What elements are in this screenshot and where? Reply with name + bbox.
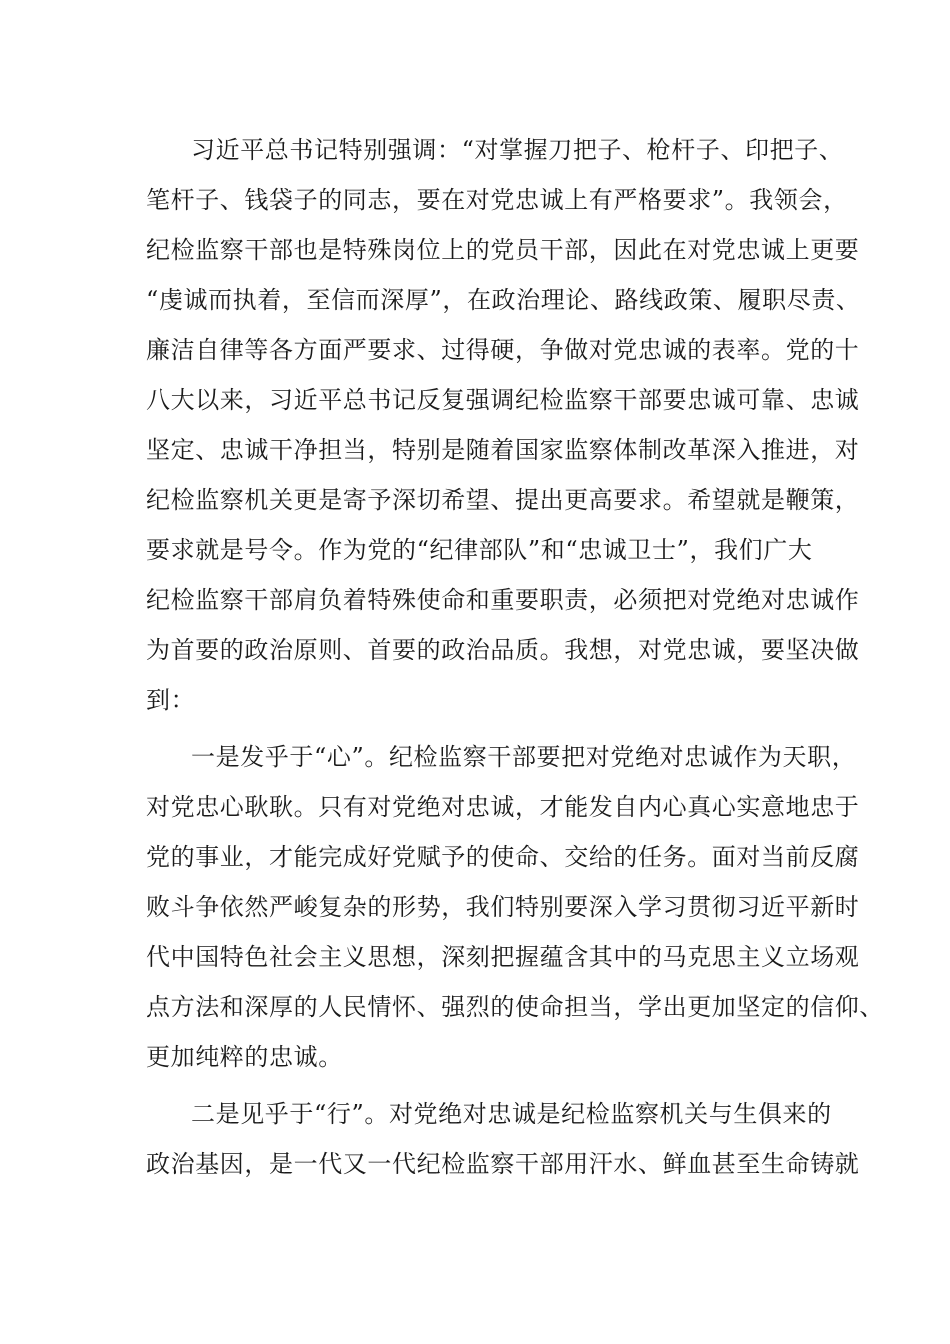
text-line: 政治基因，是一代又一代纪检监察干部用汗水、鲜血甚至生命铸就 — [146, 1150, 860, 1178]
text-line: “虔诚而执着，至信而深厚”，在政治理论、路线政策、履职尽责、 — [146, 286, 861, 314]
text-line: 二是见乎于“行”。对党绝对忠诚是纪检监察机关与生俱来的 — [191, 1100, 832, 1128]
text-line: 习近平总书记特别强调：“对掌握刀把子、枪杆子、印把子、 — [191, 136, 844, 164]
text-line: 对党忠心耿耿。只有对党绝对忠诚，才能发自内心真心实意地忠于 — [146, 793, 860, 821]
text-line: 点方法和深厚的人民情怀、强烈的使命担当，学出更加坚定的信仰、 — [146, 993, 884, 1021]
text-line: 纪检监察干部肩负着特殊使命和重要职责，必须把对党绝对忠诚作 — [146, 586, 860, 614]
text-line: 更加纯粹的忠诚。 — [146, 1043, 343, 1071]
text-line: 为首要的政治原则、首要的政治品质。我想，对党忠诚，要坚决做 — [146, 636, 860, 664]
text-line: 败斗争依然严峻复杂的形势，我们特别要深入学习贯彻习近平新时 — [146, 893, 860, 921]
text-line: 到： — [146, 686, 196, 714]
text-line: 坚定、忠诚干净担当，特别是随着国家监察体制改革深入推进，对 — [146, 436, 860, 464]
text-line: 廉洁自律等各方面严要求、过得硬，争做对党忠诚的表率。党的十 — [146, 336, 860, 364]
text-line: 党的事业，才能完成好党赋予的使命、交给的任务。面对当前反腐 — [146, 843, 860, 871]
text-line: 八大以来，习近平总书记反复强调纪检监察干部要忠诚可靠、忠诚 — [146, 386, 860, 414]
text-line: 笔杆子、钱袋子的同志，要在对党忠诚上有严格要求”。我领会， — [146, 186, 848, 214]
text-line: 纪检监察机关更是寄予深切希望、提出更高要求。希望就是鞭策， — [146, 486, 860, 514]
text-line: 一是发乎于“心”。纪检监察干部要把对党绝对忠诚作为天职， — [191, 743, 857, 771]
text-line: 代中国特色社会主义思想，深刻把握蕴含其中的马克思主义立场观 — [146, 943, 860, 971]
text-line: 要求就是号令。作为党的“纪律部队”和“忠诚卫士”，我们广大 — [146, 536, 813, 564]
text-line: 纪检监察干部也是特殊岗位上的党员干部，因此在对党忠诚上更要 — [146, 236, 860, 264]
